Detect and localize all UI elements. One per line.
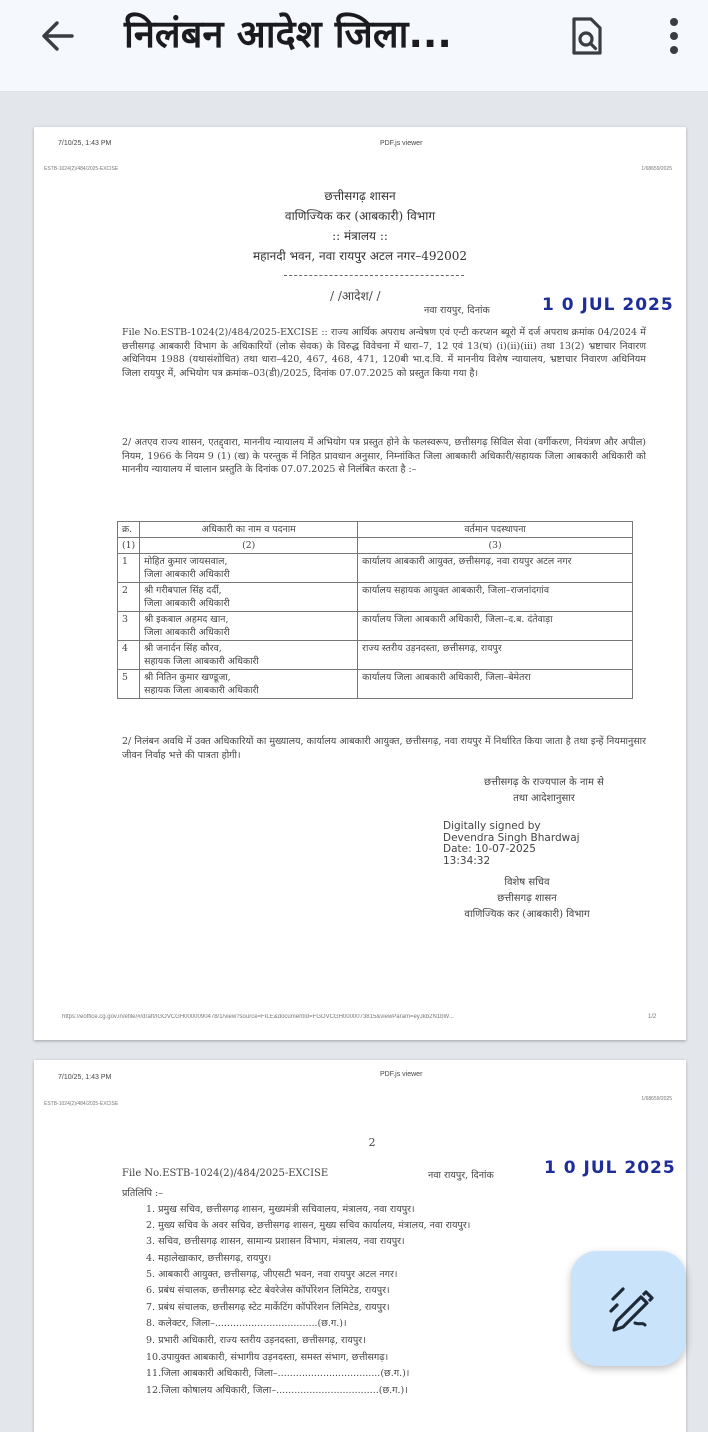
print-timestamp: 7/10/25, 1:43 PM <box>58 140 112 147</box>
officer-name: श्री गरीबपाल सिंह दर्दी, <box>144 585 222 596</box>
digital-signature <box>443 821 580 867</box>
posting-cell: कार्यालय जिला आबकारी अधिकारी, जिला–बेमेतरा <box>358 670 633 699</box>
signatory-designation <box>442 875 612 923</box>
copy-recipient: 4. महालेखाकार, छत्तीसगढ़, रायपुर। <box>146 1253 272 1264</box>
row-number: 3 <box>118 612 140 641</box>
copy-recipient: 2. मुख्य सचिव के अवर सचिव, छत्तीसगढ़ शासन, मुख्य सचिव कार्यालय, मंत्रालय, नवा रायपुर। <box>146 1220 471 1231</box>
date-label: नवा रायपुर, दिनांक <box>424 305 490 316</box>
officer-name: श्री नितिन कुमार खण्डूजा, <box>144 672 231 683</box>
pdf-page-2[interactable] <box>34 1060 686 1432</box>
table-header-cell: क्र. <box>118 522 140 538</box>
officer-designation: जिला आबकारी अधिकारी <box>144 627 230 638</box>
table-subheader-cell: (2) <box>140 538 358 554</box>
copy-recipient: 9. प्रभारी अधिकारी, राज्य स्तरीय उड़नदस्ता, छत्तीसगढ़, रायपुर। <box>146 1335 366 1346</box>
search-in-document-button[interactable] <box>565 14 609 58</box>
copy-recipient: 3. सचिव, छत्तीसगढ़ शासन, सामान्य प्रशासन विभाग, मंत्रालय, नवा रायपुर। <box>146 1236 405 1247</box>
officer-cell <box>140 670 358 699</box>
print-timestamp: 7/10/25, 1:43 PM <box>58 1074 112 1081</box>
order-title: / /आदेश/ / <box>330 289 381 303</box>
table-row <box>118 612 633 641</box>
designation-line: वाणिज्यिक कर (आबकारी) विभाग <box>464 909 590 920</box>
header-line: वाणिज्यिक कर (आबकारी) विभाग <box>284 209 436 223</box>
copy-recipient: 5. आबकारी आयुक्त, छत्तीसगढ़, जीएसटी भवन, नवा रायपुर अटल नगर। <box>146 1269 398 1280</box>
posting-cell: राज्य स्तरीय उड़नदस्ता, छत्तीसगढ़, रायपुर <box>358 641 633 670</box>
officers-table <box>117 521 633 699</box>
officer-designation: जिला आबकारी अधिकारी <box>144 569 230 580</box>
header-line: महानदी भवन, नवा रायपुर अटल नगर–492002 <box>252 249 468 263</box>
copy-to-title: प्रतिलिपि :– <box>122 1188 164 1199</box>
document-search-icon <box>565 14 609 58</box>
table-row <box>118 670 633 699</box>
signature-line: Devendra Singh Bhardwaj <box>443 831 580 844</box>
copy-recipient: 1. प्रमुख सचिव, छत्तीसगढ़ शासन, मुख्यमंत्री सचिवालय, मंत्रालय, नवा रायपुर। <box>146 1204 415 1215</box>
copy-recipient: 12.जिला कोषालय अधिकारी, जिला–..................................(छ.ग.)। <box>146 1385 408 1396</box>
table-subheader-cell: (1) <box>118 538 140 554</box>
table-row <box>118 583 633 612</box>
officer-name: श्री इकबाल अहमद खान, <box>144 614 229 625</box>
table-header-cell: अधिकारी का नाम व पदनाम <box>140 522 358 538</box>
file-number: File No.ESTB-1024(2)/484/2025-EXCISE <box>122 1168 329 1179</box>
signature-line: Date: 10-07-2025 <box>443 843 536 855</box>
table-subheader-cell: (3) <box>358 538 633 554</box>
posting-cell: कार्यालय सहायक आयुक्त आबकारी, जिला–राजनांदगांव <box>358 583 633 612</box>
edit-annotate-button[interactable] <box>571 1251 686 1366</box>
table-row <box>118 641 633 670</box>
governor-line: छत्तीसगढ़ के राज्यपाल के नाम से <box>484 777 604 788</box>
officer-designation: सहायक जिला आबकारी अधिकारी <box>144 685 259 696</box>
document-title: निलंबन आदेश जिला... <box>124 12 452 56</box>
file-reference: ESTB-1024(2)/484/2025-EXCISE <box>44 166 119 172</box>
officer-cell <box>140 641 358 670</box>
copy-recipient: 7. प्रबंध संचालक, छत्तीसगढ़ स्टेट मार्केटिंग कॉर्पोरेशन लिमिटेड, रायपुर। <box>146 1302 390 1313</box>
table-row <box>118 554 633 583</box>
more-vert-icon <box>656 14 692 58</box>
officer-name: मोहित कुमार जायसवाल, <box>144 556 228 567</box>
governor-line: तथा आदेशानुसार <box>513 793 575 804</box>
signature-line: 13:34:32 <box>443 854 491 867</box>
officer-designation: जिला आबकारी अधिकारी <box>144 598 230 609</box>
table-subheader-row <box>118 538 633 554</box>
copy-recipient: 6. प्रबंध संचालक, छत्तीसगढ़ स्टेट बेवरेजेस कॉर्पोरेशन लिमिटेड, रायपुर। <box>146 1285 390 1296</box>
fade-overlay <box>34 1400 686 1432</box>
page-number: 2 <box>368 1136 376 1149</box>
copy-recipient: 10.उपायुक्त आबकारी, संभागीय उड़नदस्ता, समस्त संभाग, छत्तीसगढ़। <box>146 1352 389 1363</box>
footer-page-number: 1/2 <box>648 1014 657 1020</box>
table-header-row <box>118 522 633 538</box>
officer-cell <box>140 554 358 583</box>
governor-authority <box>434 775 654 807</box>
row-number: 4 <box>118 641 140 670</box>
officer-designation: सहायक जिला आबकारी अधिकारी <box>144 656 259 667</box>
edit-pen-icon <box>571 1251 686 1366</box>
posting-cell: कार्यालय आबकारी आयुक्त, छत्तीसगढ़, नवा रायपुर अटल नगर <box>358 554 633 583</box>
arrow-back-icon <box>36 14 80 58</box>
app-bar <box>0 0 708 92</box>
order-date: 1 0 JUL 2025 <box>544 1158 676 1178</box>
copy-recipient: 8. कलेक्टर, जिला–..................................(छ.ग.)। <box>146 1318 347 1329</box>
order-paragraph-1: File No.ESTB-1024(2)/484/2025-EXCISE :: राज्य आर्थिक अपराध अन्वेषण एवं एन्टी करप्शन ब्यूरो में दर्ज अपराध क्रमांक 04/2024 में छत्तीसगढ़ आबकारी विभाग के अधिकारियों (लोक सेवक) के विरुद्ध विवेचना में धारा–7, 12 एवं 13(घ) (i)(ii)(iii) तथा 13(2) भ्रष्टाचार निवारण अधिनियम 1988 (यथासंशोधित) तथा धारा–420, 467, 468, 471, 120बी भा.द.वि. में माननीय विशेष न्यायालय, भ्रष्टाचार निवारण अधिनियम जिला रायपुर में, अभियोग पत्र क्रमांक–03(डी)/2025, दिनांक 07.07.2025 को प्रस्तुत किया गया है। <box>122 327 646 379</box>
order-date: 1 0 JUL 2025 <box>542 295 674 315</box>
footer-url: https://eoffice.cg.gov.in/efile/#/draft/IGOVCGH0000090478/1/view?source=FILE&documentId=FGOVCGH0000073815&viewParam=eyJkb2N1bW... <box>62 1014 454 1020</box>
header-line: :: मंत्रालय :: <box>332 229 388 243</box>
date-label: नवा रायपुर, दिनांक <box>428 1170 494 1181</box>
more-options-button[interactable] <box>656 14 692 58</box>
posting-cell: कार्यालय जिला आबकारी अधिकारी, जिला–द.ब. दंतेवाड़ा <box>358 612 633 641</box>
print-source: PDF.js viewer <box>380 140 423 147</box>
designation-line: छत्तीसगढ़ शासन <box>497 893 557 904</box>
signature-line: Digitally signed by <box>443 820 541 832</box>
row-number: 1 <box>118 554 140 583</box>
table-header-cell: वर्तमान पदस्थापना <box>358 522 633 538</box>
pdf-page-1[interactable] <box>34 127 686 1040</box>
copy-recipient: 11.जिला आबकारी अधिकारी, जिला–..................................(छ.ग.)। <box>146 1368 410 1379</box>
divider <box>284 275 464 276</box>
officer-name: श्री जनार्दन सिंह कौरव, <box>144 643 222 654</box>
designation-line: विशेष सचिव <box>504 877 550 888</box>
receipt-number: 1/68659/2025 <box>641 1096 672 1102</box>
order-paragraph-3: 2/ निलंबन अवधि में उक्त अधिकारियों का मुख्यालय, कार्यालय आबकारी आयुक्त, छत्तीसगढ़, नवा रायपुर में निर्धारित किया जाता है तथा इन्हें नियमानुसार जीवन निर्वाह भत्ते की पात्रता होगी। <box>122 736 646 761</box>
print-source: PDF.js viewer <box>380 1071 423 1078</box>
row-number: 2 <box>118 583 140 612</box>
row-number: 5 <box>118 670 140 699</box>
order-paragraph-2: 2/ अतएव राज्य शासन, एतद्द्वारा, माननीय न्यायालय में अभियोग पत्र प्रस्तुत होने के फलस्वरूप, छत्तीसगढ़ सिविल सेवा (वर्गीकरण, नियंत्रण और अपील) नियम, 1966 के नियम 9 (1) (ख) के परन्तुक में निहित प्रावधान अनुसार, निम्नांकित जिला आबकारी अधिकारी/सहायक जिला आबकारी अधिकारी को माननीय न्यायालय में चालान प्रस्तुति के दिनांक 07.07.2025 से निलंबित करता है :– <box>122 437 646 476</box>
officer-cell <box>140 612 358 641</box>
back-button[interactable] <box>36 14 80 58</box>
officer-cell <box>140 583 358 612</box>
header-line: छत्तीसगढ़ शासन <box>324 189 396 203</box>
file-reference: ESTB-1024(2)/484/2025-EXCISE <box>44 1101 119 1107</box>
receipt-number: 1/68659/2025 <box>641 166 672 172</box>
